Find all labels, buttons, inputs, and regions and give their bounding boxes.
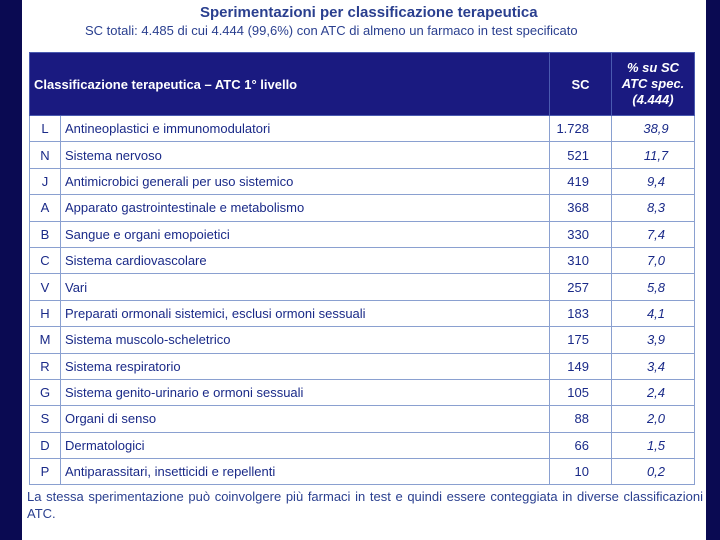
header-percent-line2: ATC spec. — [621, 76, 685, 91]
atc-code-cell: R — [30, 353, 61, 379]
table-row — [30, 221, 695, 247]
sc-count-cell: 1.728 — [550, 116, 612, 142]
table-row — [30, 247, 695, 273]
sc-count-cell: 330 — [550, 221, 612, 247]
sc-count-cell: 419 — [550, 168, 612, 194]
footnote: La stessa sperimentazione può coinvolgere più farmaci in test e quindi essere conteggiata in diverse classificazioni ATC. — [27, 489, 703, 521]
slide — [22, 0, 706, 540]
classification-name-cell: Sistema nervoso — [61, 142, 550, 168]
percent-cell: 38,9 — [612, 116, 695, 142]
sc-count-cell: 175 — [550, 327, 612, 353]
table-row — [30, 274, 695, 300]
sc-count-cell: 88 — [550, 406, 612, 432]
table-row — [30, 195, 695, 221]
atc-code-cell: V — [30, 274, 61, 300]
classification-name-cell: Antiparassitari, insetticidi e repellenti — [61, 459, 550, 485]
atc-code-cell: M — [30, 327, 61, 353]
table-body — [30, 116, 695, 485]
sc-count-cell: 10 — [550, 459, 612, 485]
title-block — [22, 0, 706, 50]
atc-code-cell: H — [30, 300, 61, 326]
percent-cell: 7,4 — [612, 221, 695, 247]
classification-name-cell: Vari — [61, 274, 550, 300]
header-classification: Classificazione terapeutica – ATC 1° livello — [30, 53, 550, 116]
table-row — [30, 327, 695, 353]
classification-name-cell: Sistema muscolo-scheletrico — [61, 327, 550, 353]
atc-code-cell: N — [30, 142, 61, 168]
classification-name-cell: Organi di senso — [61, 406, 550, 432]
percent-cell: 3,9 — [612, 327, 695, 353]
percent-cell: 2,4 — [612, 379, 695, 405]
percent-cell: 0,2 — [612, 459, 695, 485]
sc-count-cell: 257 — [550, 274, 612, 300]
table-row — [30, 300, 695, 326]
table-row — [30, 168, 695, 194]
classification-name-cell: Sistema respiratorio — [61, 353, 550, 379]
table-header-row — [30, 53, 695, 116]
atc-code-cell: L — [30, 116, 61, 142]
sc-count-cell: 183 — [550, 300, 612, 326]
classification-name-cell: Apparato gastrointestinale e metabolismo — [61, 195, 550, 221]
percent-cell: 4,1 — [612, 300, 695, 326]
header-percent — [612, 53, 695, 116]
percent-cell: 2,0 — [612, 406, 695, 432]
atc-code-cell: A — [30, 195, 61, 221]
atc-code-cell: C — [30, 247, 61, 273]
sc-count-cell: 310 — [550, 247, 612, 273]
classification-name-cell: Sistema genito-urinario e ormoni sessuali — [61, 379, 550, 405]
header-percent-line1: % su SC — [626, 60, 679, 75]
percent-cell: 3,4 — [612, 353, 695, 379]
classification-name-cell: Antimicrobici generali per uso sistemico — [61, 168, 550, 194]
table-row — [30, 353, 695, 379]
atc-code-cell: G — [30, 379, 61, 405]
sc-count-cell: 66 — [550, 432, 612, 458]
classification-name-cell: Sistema cardiovascolare — [61, 247, 550, 273]
atc-code-cell: D — [30, 432, 61, 458]
atc-code-cell: J — [30, 168, 61, 194]
sc-count-cell: 368 — [550, 195, 612, 221]
percent-cell: 5,8 — [612, 274, 695, 300]
header-sc: SC — [550, 53, 612, 116]
table-row — [30, 142, 695, 168]
sc-count-cell: 105 — [550, 379, 612, 405]
percent-cell: 9,4 — [612, 168, 695, 194]
slide-subtitle: SC totali: 4.485 di cui 4.444 (99,6%) con ATC di almeno un farmaco in test specificato — [85, 23, 578, 38]
classification-name-cell: Dermatologici — [61, 432, 550, 458]
slide-title: Sperimentazioni per classificazione terapeutica — [200, 4, 538, 21]
classification-name-cell: Sangue e organi emopoietici — [61, 221, 550, 247]
percent-cell: 7,0 — [612, 247, 695, 273]
sc-count-cell: 149 — [550, 353, 612, 379]
header-percent-line3: (4.444) — [632, 92, 674, 107]
atc-code-cell: B — [30, 221, 61, 247]
table-row — [30, 116, 695, 142]
atc-code-cell: S — [30, 406, 61, 432]
classification-name-cell: Preparati ormonali sistemici, esclusi ormoni sessuali — [61, 300, 550, 326]
table-row — [30, 379, 695, 405]
table-row — [30, 459, 695, 485]
table-row — [30, 406, 695, 432]
percent-cell: 8,3 — [612, 195, 695, 221]
percent-cell: 1,5 — [612, 432, 695, 458]
percent-cell: 11,7 — [612, 142, 695, 168]
atc-table — [29, 52, 695, 485]
sc-count-cell: 521 — [550, 142, 612, 168]
atc-code-cell: P — [30, 459, 61, 485]
classification-name-cell: Antineoplastici e immunomodulatori — [61, 116, 550, 142]
table-row — [30, 432, 695, 458]
